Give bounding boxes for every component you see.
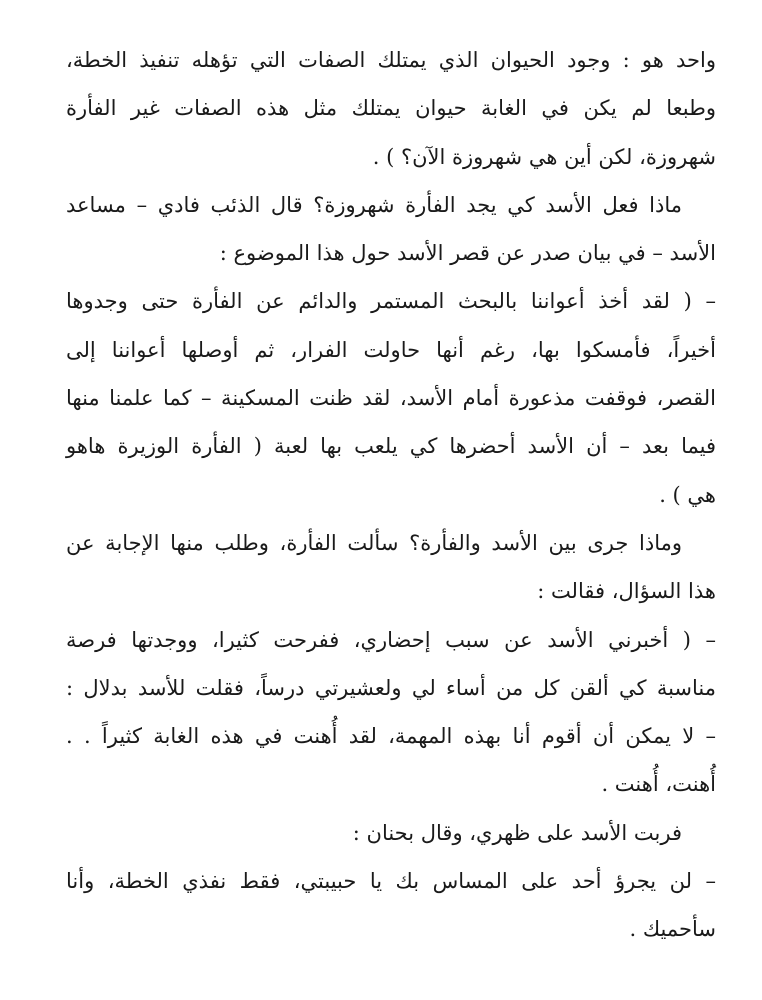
text-line-13: – ( أخبرني الأسد عن سبب إحضاري، ففرحت كثيرا، ووجدتها فرصة	[66, 627, 716, 652]
text-line-11: وماذا جرى بين الأسد والفأرة؟ سألت الفأرة، وطلب منها الإجابة عن	[66, 530, 682, 555]
text-line-3: شهروزة، لكن أين هي شهروزة الآن؟ ) .	[372, 144, 716, 169]
text-line-15: – لا يمكن أن أقوم أنا بهذه المهمة، لقد أُهنت في هذه الغابة كثيراً . .	[66, 724, 716, 749]
text-line-9: فيما بعد – أن الأسد أحضرها كي يلعب بها لعبة ( الفأرة الوزيرة هاهو	[66, 434, 716, 459]
page-text-body	[66, 36, 716, 976]
text-line-1: واحد هو : وجود الحيوان الذي يمتلك الصفات التي تؤهله تنفيذ الخطة،	[66, 48, 716, 72]
text-line-19: سأحميك .	[629, 917, 716, 942]
text-line-2: وطبعا لم يكن في الغابة حيوان يمتلك مثل هذه الصفات غير الفأرة	[66, 96, 716, 121]
text-line-10: هي ) .	[659, 482, 716, 507]
text-line-12: هذا السؤال، فقالت :	[537, 579, 716, 604]
text-line-8: القصر، فوقفت مذعورة أمام الأسد، لقد ظنت المسكينة – كما علمنا منها	[66, 386, 716, 411]
text-line-6: – ( لقد أخذ أعواننا بالبحث المستمر والدائم عن الفأرة حتى وجدوها	[66, 289, 716, 314]
text-line-17: فربت الأسد على ظهري، وقال بحنان :	[352, 820, 682, 845]
text-line-18: – لن يجرؤ أحد على المساس بك يا حبيبتي، فقط نفذي الخطة، وأنا	[66, 869, 716, 894]
text-line-14: مناسبة كي ألقن كل من أساء لي ولعشيرتي درساً، فقلت للأسد بدلال :	[66, 675, 716, 700]
text-line-4: ماذا فعل الأسد كي يجد الفأرة شهروزة؟ قال الذئب فادي – مساعد	[66, 192, 682, 217]
text-line-16: أُهنت، أُهنت .	[601, 772, 716, 797]
text-line-5: الأسد – في بيان صدر عن قصر الأسد حول هذا الموضوع :	[219, 241, 716, 266]
text-line-7: أخيراً، فأمسكوا بها، رغم أنها حاولت الفرار، ثم أوصلها أعواننا إلى	[66, 337, 716, 362]
